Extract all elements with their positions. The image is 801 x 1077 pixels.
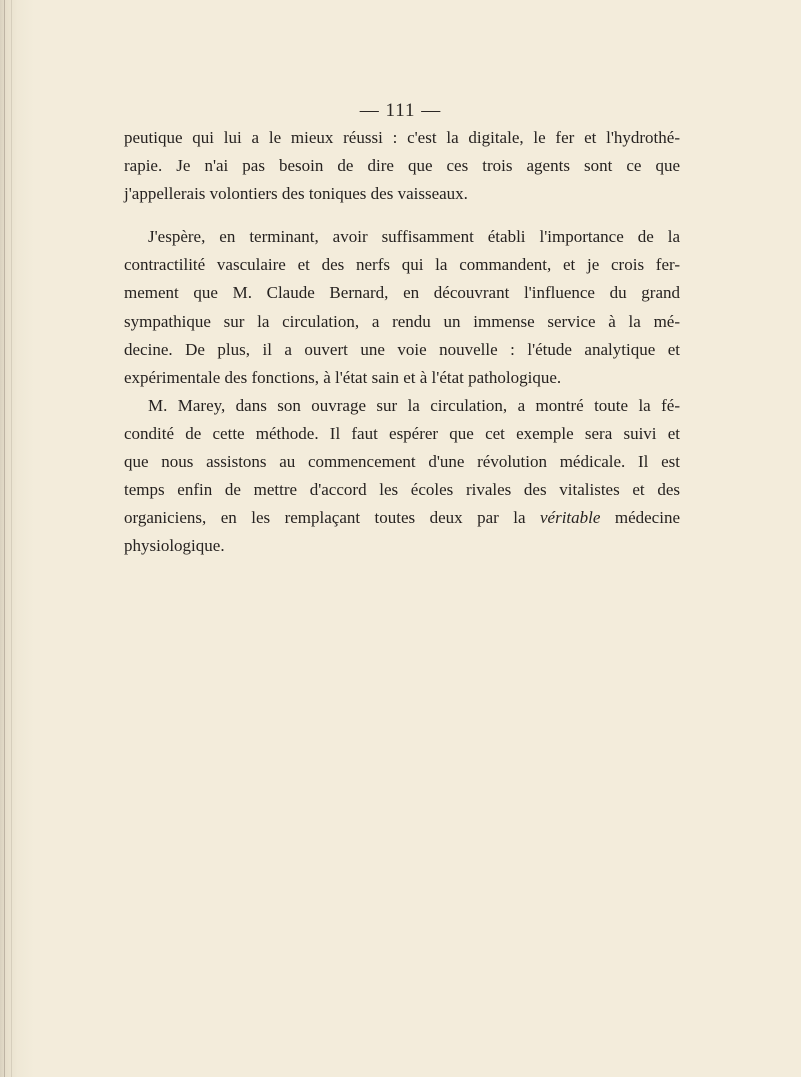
paragraph-1 — [124, 124, 680, 208]
text-line: contractilité vasculaire et des nerfs qui la commandent, et je crois fer- — [124, 255, 680, 275]
binding-line — [11, 0, 12, 1077]
page-number: — 111 — — [359, 100, 442, 121]
body-text — [124, 124, 680, 560]
text-line: condité de cette méthode. Il faut espérer que cet exemple sera suivi et — [124, 423, 680, 443]
text-line: rapie. Je n'ai pas besoin de dire que ces trois agents sont ce que — [124, 156, 680, 176]
paragraph-gap — [124, 208, 680, 223]
text-line: mement que M. Claude Bernard, en découvrant l'influence du grand — [124, 283, 680, 303]
text-line: J'espère, en terminant, avoir suffisamment établi l'importance de la — [148, 227, 680, 247]
text-line: que nous assistons au commencement d'une révolution médicale. Il est — [124, 452, 680, 472]
text-line: j'appellerais volontiers des toniques des vaisseaux. — [124, 184, 468, 204]
text-line-with-italic — [124, 504, 680, 532]
text-line: temps enfin de mettre d'accord les écoles rivales des vitalistes et des — [124, 480, 680, 500]
text-line: M. Marey, dans son ouvrage sur la circulation, a montré toute la fé- — [148, 395, 680, 415]
text-segment: organiciens, en les remplaçant toutes deux par la — [124, 508, 540, 528]
page-binding-edge — [0, 0, 34, 1077]
text-line: peutique qui lui a le mieux réussi : c'est la digitale, le fer et l'hydrothé- — [124, 128, 680, 147]
text-line: sympathique sur la circulation, a rendu un immense service à la mé- — [124, 311, 680, 331]
italic-word: véritable — [539, 508, 601, 528]
text-line: physiologique. — [124, 536, 225, 556]
text-line: decine. De plus, il a ouvert une voie nouvelle : l'étude analytique et — [124, 339, 680, 359]
paragraph-2 — [124, 223, 680, 560]
text-segment: médecine — [600, 508, 680, 528]
binding-line — [4, 0, 5, 1077]
text-line: expérimentale des fonctions, à l'état sain et à l'état pathologique. — [124, 367, 562, 387]
